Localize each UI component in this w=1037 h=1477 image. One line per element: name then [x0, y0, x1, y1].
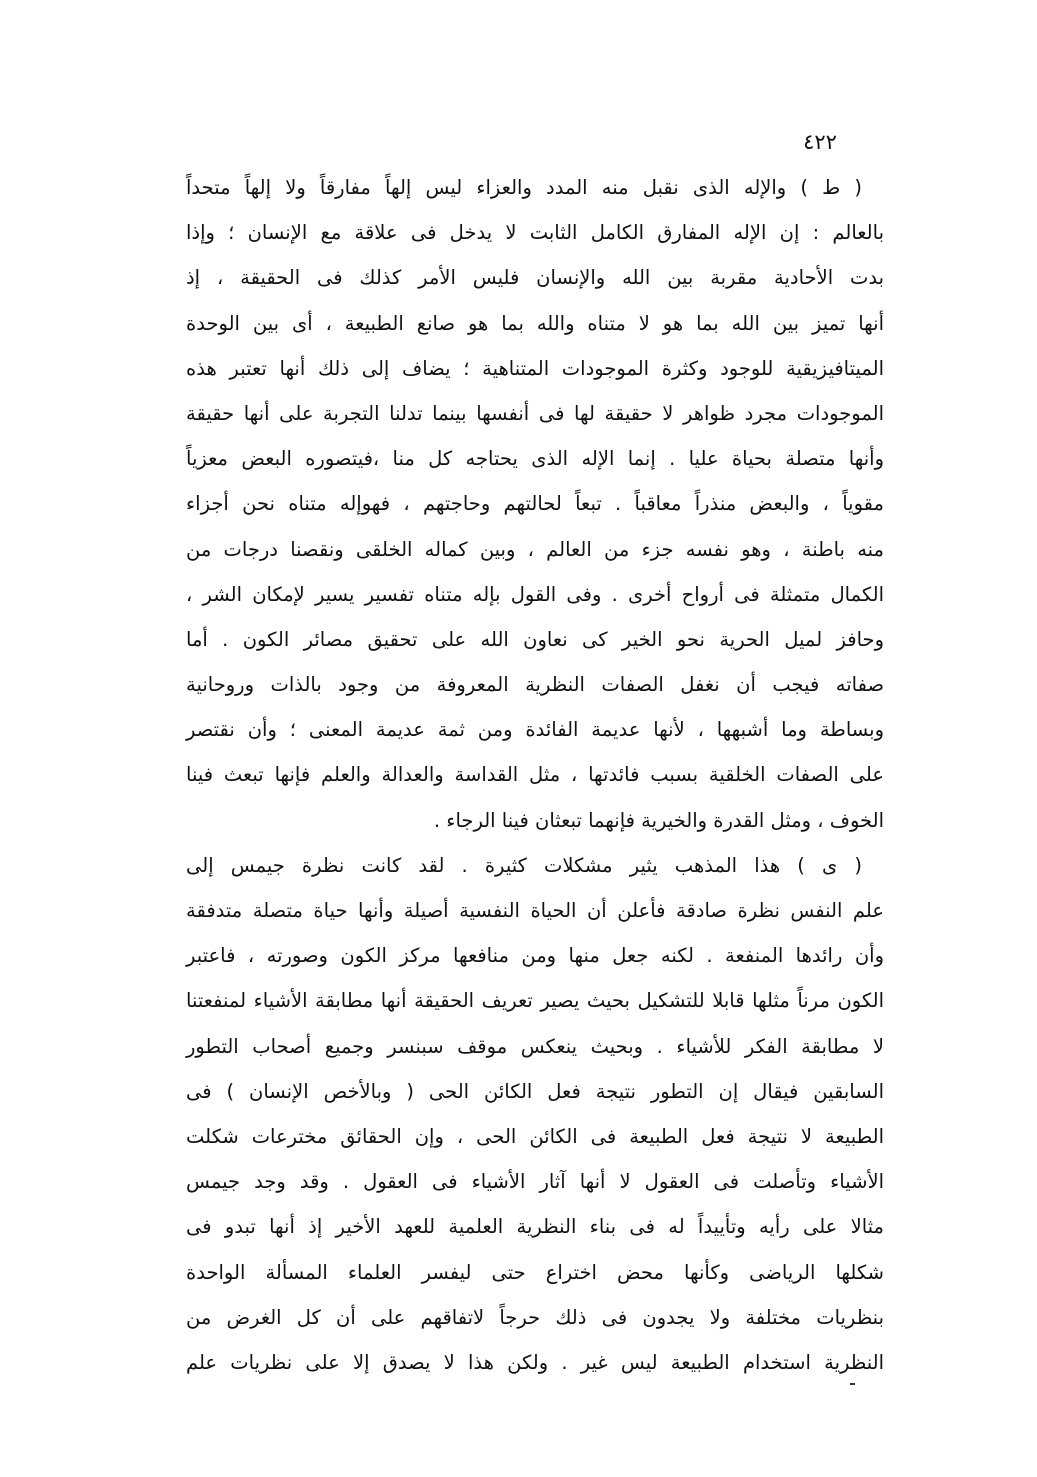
text-line: بدت الأحادية مقربة بين الله والإنسان فليس الأمر كذلك فى الحقيقة ، إذ: [186, 266, 884, 290]
paragraph-ya: [186, 843, 884, 1385]
page-body: [186, 165, 884, 1385]
text-line: أنها تميز بين الله بما هو لا متناه والله بما هو صانع الطبيعة ، أى بين الوحدة: [186, 311, 884, 335]
text-line: منه باطنة ، وهو نفسه جزء من العالم ، وبين كماله الخلقى ونقصنا درجات من: [186, 537, 884, 561]
text-line: شكلها الرياضى وكأنها محض اختراع حتى ليفسر العلماء المسألة الواحدة: [186, 1260, 884, 1284]
text-line: الكمال متمثلة فى أرواح أخرى . وفى القول بإله متناه تفسير يسير لإمكان الشر ،: [186, 582, 884, 606]
text-line: على الصفات الخلقية بسبب فائدتها ، مثل القداسة والعدالة والعلم فإنها تبعث فينا: [186, 763, 884, 787]
text-line: الخوف ، ومثل القدرة والخيرية فإنهما تبعثان فينا الرجاء .: [433, 808, 884, 832]
scan-speck: [850, 1383, 855, 1385]
text-line: ( ى ) هذا المذهب يثير مشكلات كثيرة . لقد كانت نظرة جيمس إلى: [186, 853, 862, 877]
text-line: وأن رائدها المنفعة . لكنه جعل منها ومن منافعها مركز الكون وصورته ، فاعتبر: [186, 944, 884, 968]
text-line: وبساطة وما أشبهها ، لأنها عديمة الفائدة ومن ثمة عديمة المعنى ؛ وأن نقتصر: [186, 718, 884, 742]
text-line: صفاته فيجب أن نغفل الصفات النظرية المعروفة من وجود بالذات وروحانية: [186, 673, 884, 697]
text-line: السابقين فيقال إن التطور نتيجة فعل الكائن الحى ( وبالأخص الإنسان ) فى: [186, 1079, 884, 1103]
text-line: علم النفس نظرة صادقة فأعلن أن الحياة النفسية أصيلة وأنها حياة متصلة متدفقة: [186, 899, 884, 922]
text-line: مقوياً ، والبعض منذراً معاقباً . تبعاً لحالتهم وحاجتهم ، فهوإله متناه نحن أجزاء: [186, 492, 884, 516]
text-line: مثالا على رأيه وتأييداً له فى بناء النظرية العلمية للعهد الأخير إذ أنها تبدو فى: [186, 1215, 884, 1239]
text-line: الأشياء وتأصلت فى العقول لا أنها آثار الأشياء فى العقول . وقد وجد جيمس: [186, 1170, 884, 1194]
text-line: وحافز لميل الحرية نحو الخير كى نعاون الله على تحقيق مصائر الكون . أما: [186, 627, 884, 651]
text-line: الكون مرناً مثلها قابلا للتشكيل بحيث يصير تعريف الحقيقة أنها مطابقة الأشياء لمنفعتنا: [186, 989, 884, 1013]
text-line: ( ط ) والإله الذى نقبل منه المدد والعزاء ليس إلهاً مفارقاً ولا إلهاً متحداً: [186, 176, 862, 199]
text-line: الميتافيزيقية للوجود وكثرة الموجودات المتناهية ؛ يضاف إلى ذلك أنها تعتبر هذه: [186, 356, 884, 380]
text-line: بنظريات مختلفة ولا يجدون فى ذلك حرجاً لاتفاقهم على أن كل الغرض من: [186, 1305, 884, 1329]
text-line: وأنها متصلة بحياة عليا . إنما الإله الذى يحتاجه كل منا ،فيتصوره البعض معزياً: [186, 447, 884, 471]
text-line: لا مطابقة الفكر للأشياء . وبحيث ينعكس موقف سبنسر وجميع أصحاب التطور: [186, 1034, 884, 1058]
paragraph-ta: [186, 165, 884, 843]
text-line: الموجودات مجرد ظواهر لا حقيقة لها فى أنفسها بينما تدلنا التجربة على أنها حقيقة: [186, 401, 884, 425]
text-line: الطبيعة لا نتيجة فعل الطبيعة فى الكائن الحى ، وإن الحقائق مخترعات شكلت: [186, 1124, 884, 1148]
page-number: ٤٢٢: [803, 130, 837, 154]
text-line: النظرية استخدام الطبيعة ليس غير . ولكن هذا لا يصدق إلا على نظريات علم: [186, 1350, 884, 1374]
text-line: بالعالم : إن الإله المفارق الكامل الثابت لا يدخل فى علاقة مع الإنسان ؛ وإذا: [186, 221, 884, 245]
